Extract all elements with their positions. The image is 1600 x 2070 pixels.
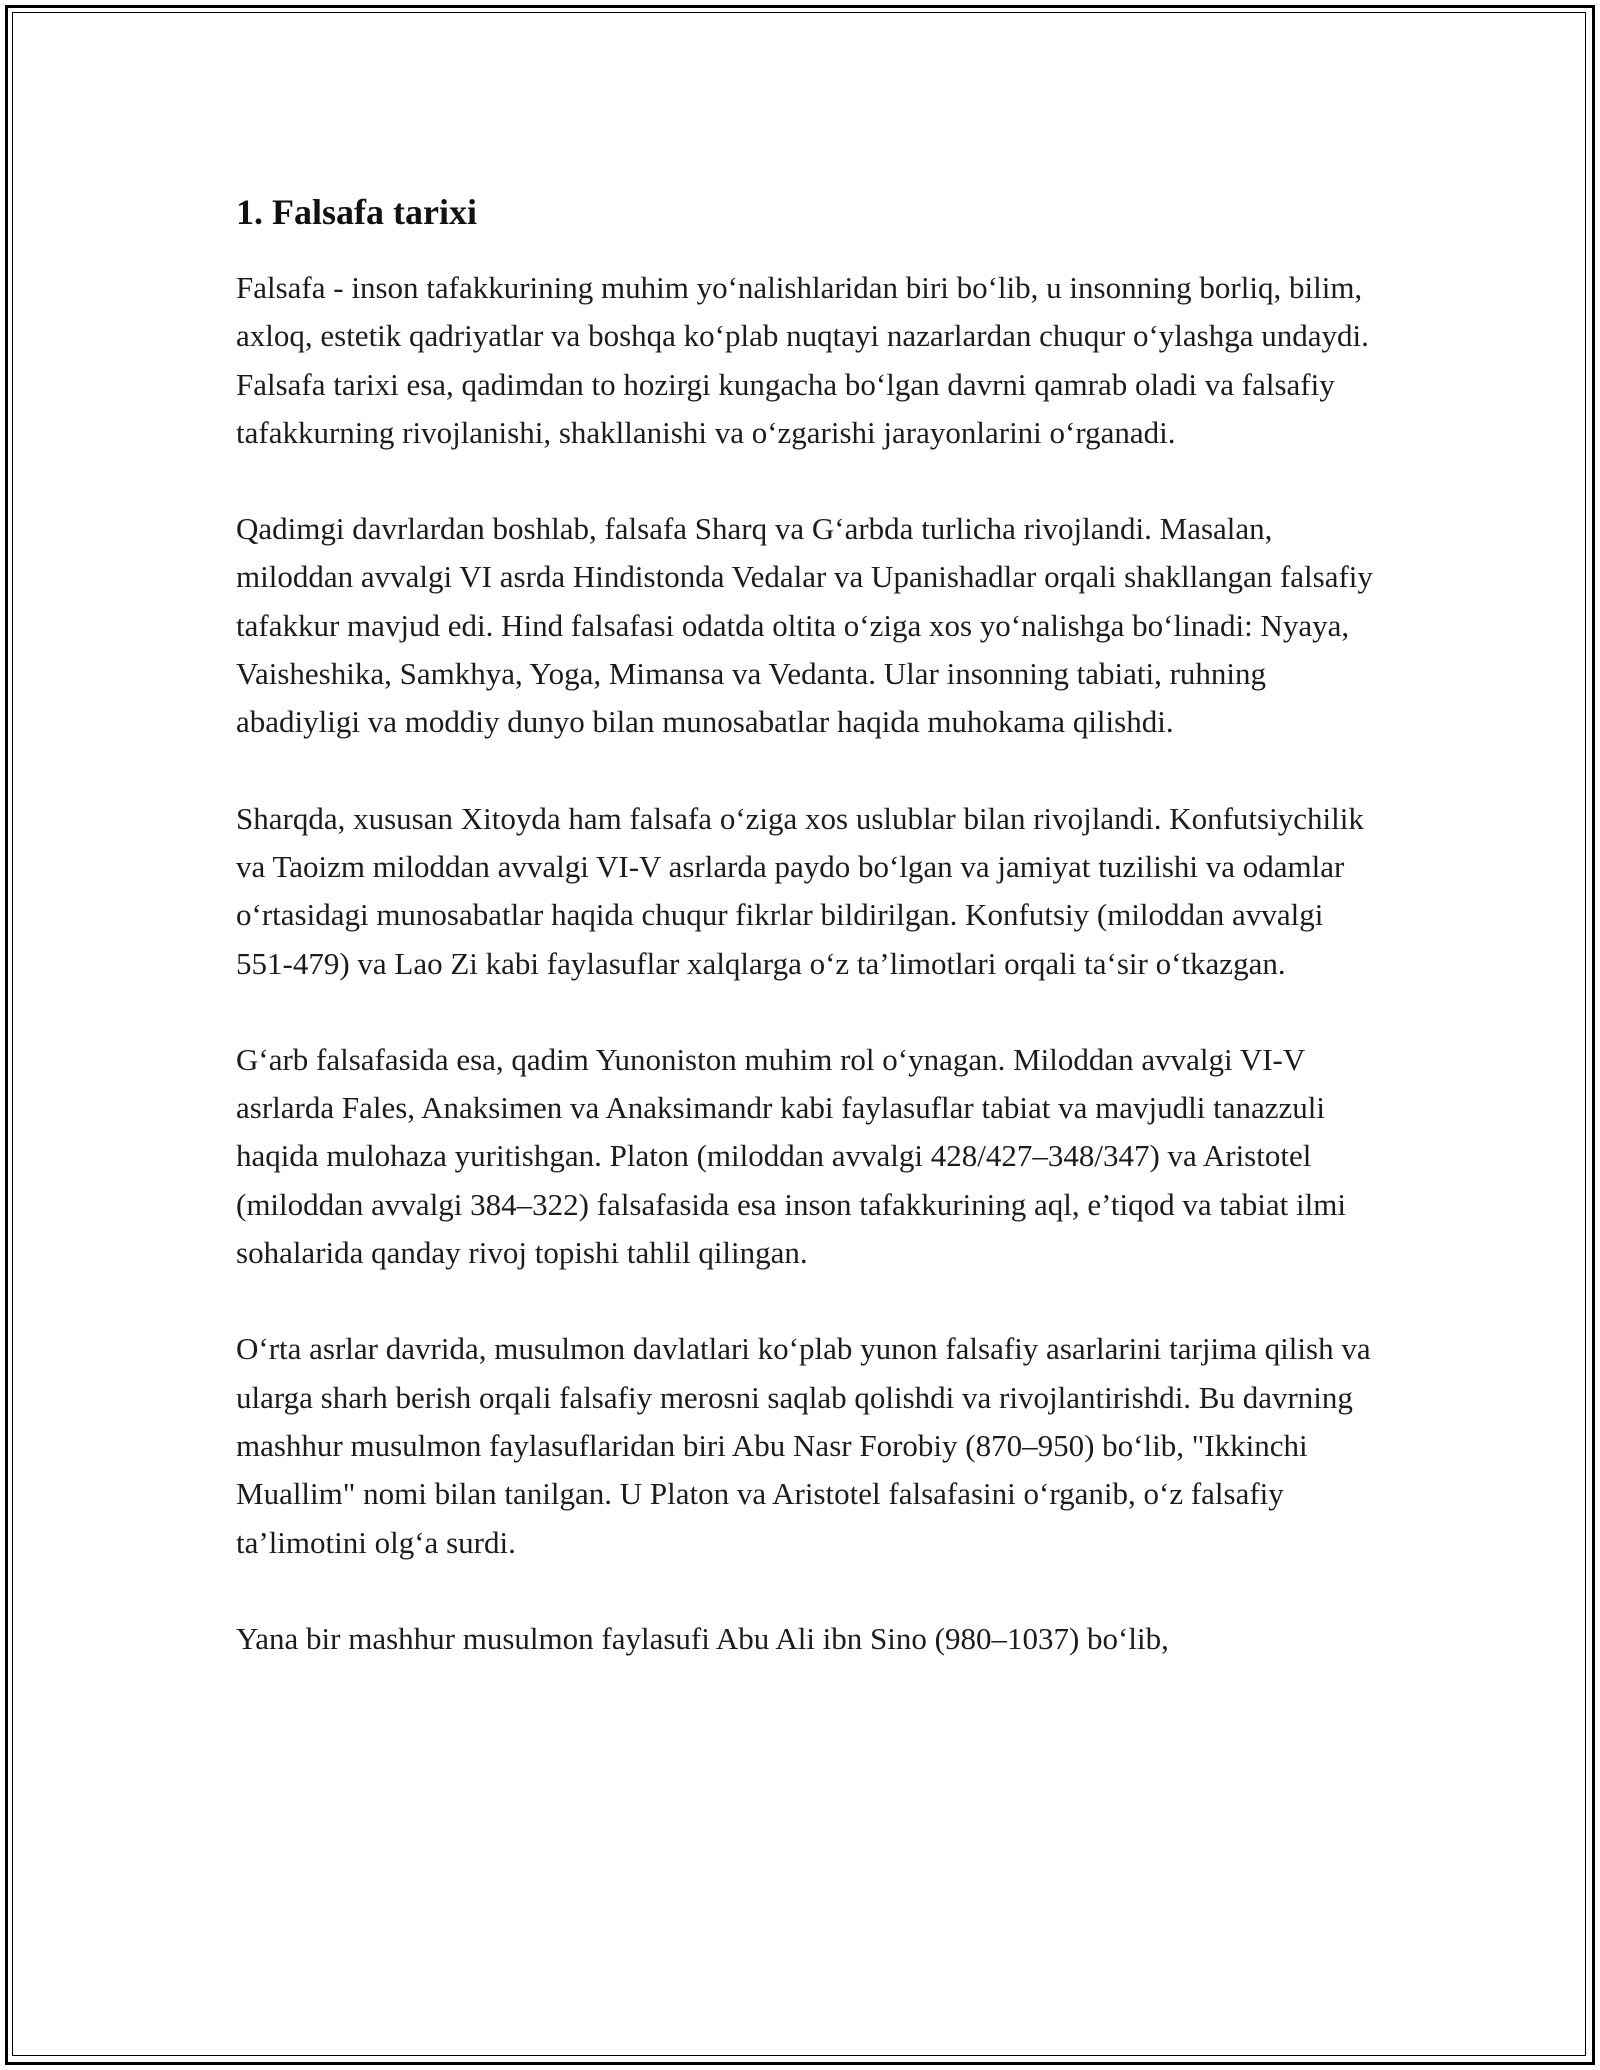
paragraph-3: Sharqda, xususan Xitoyda ham falsafa o‘ziga xos uslublar bilan rivojlandi. Konfutsiychilik va Taoizm miloddan avvalgi VI-V asrlarda paydo bo‘lgan va jamiyat tuzilishi va odamlar o‘rtasidagi munosabatlar haqida chuqur fikrlar bildirilgan. Konfutsiy (miloddan avvalgi 551-479) va Lao Zi kabi faylasuflar xalqlarga o‘z ta’limotlari orqali ta‘sir o‘tkazgan. <box>236 800 1364 981</box>
document-body <box>236 186 1376 1711</box>
paragraph-1: Falsafa - inson tafakkurining muhim yo‘nalishlaridan biri bo‘lib, u insonning borliq, bilim, axloq, estetik qadriyatlar va boshqa ko‘plab nuqtayi nazarlardan chuqur o‘ylashga undaydi. Falsafa tarixi esa, qadimdan to hozirgi kungacha bo‘lgan davrni qamrab oladi va falsafiy tafakkurning rivojlanishi, shakllanishi va o‘zgarishi jarayonlarini o‘rganadi. <box>236 270 1369 450</box>
section-heading: 1. Falsafa tarixi <box>236 192 477 232</box>
paragraph-2: Qadimgi davrlardan boshlab, falsafa Sharq va G‘arbda turlicha rivojlandi. Masalan, miloddan avvalgi VI asrda Hindistonda Vedalar va Upanishadlar orqali shakllangan falsafiy tafakkur mavjud edi. Hind falsafasi odatda oltita o‘ziga xos yo‘nalishga bo‘linadi: Nyaya, Vaisheshika, Samkhya, Yoga, Mimansa va Vedanta. Ular insonning tabiati, ruhning abadiyligi va moddiy dunyo bilan munosabatlar haqida muhokama qilishdi. <box>236 511 1373 740</box>
paragraph-6: Yana bir mashhur musulmon faylasufi Abu Ali ibn Sino (980–1037) bo‘lib, <box>236 1620 1169 1656</box>
paragraph-5: O‘rta asrlar davrida, musulmon davlatlari ko‘plab yunon falsafiy asarlarini tarjima qilish va ularga sharh berish orqali falsafiy merosni saqlab qolishdi va rivojlantirishdi. Bu davrning mashhur musulmon faylasuflaridan biri Abu Nasr Forobiy (870–950) bo‘lib, "Ikkinchi Muallim" nomi bilan tanilgan. U Platon va Aristotel falsafasini o‘rganib, o‘z falsafiy ta’limotini olg‘a surdi. <box>236 1331 1371 1560</box>
paragraph-4: G‘arb falsafasida esa, qadim Yunoniston muhim rol o‘ynagan. Miloddan avvalgi VI-V asrlarda Fales, Anaksimen va Anaksimandr kabi faylasuflar tabiat va mavjudli tanazzuli haqida mulohaza yuritishgan. Platon (miloddan avvalgi 428/427–348/347) va Aristotel (miloddan avvalgi 384–322) falsafasida esa inson tafakkurining aql, e’tiqod va tabiat ilmi sohalarida qanday rivoj topishi tahlil qilingan. <box>236 1041 1346 1271</box>
